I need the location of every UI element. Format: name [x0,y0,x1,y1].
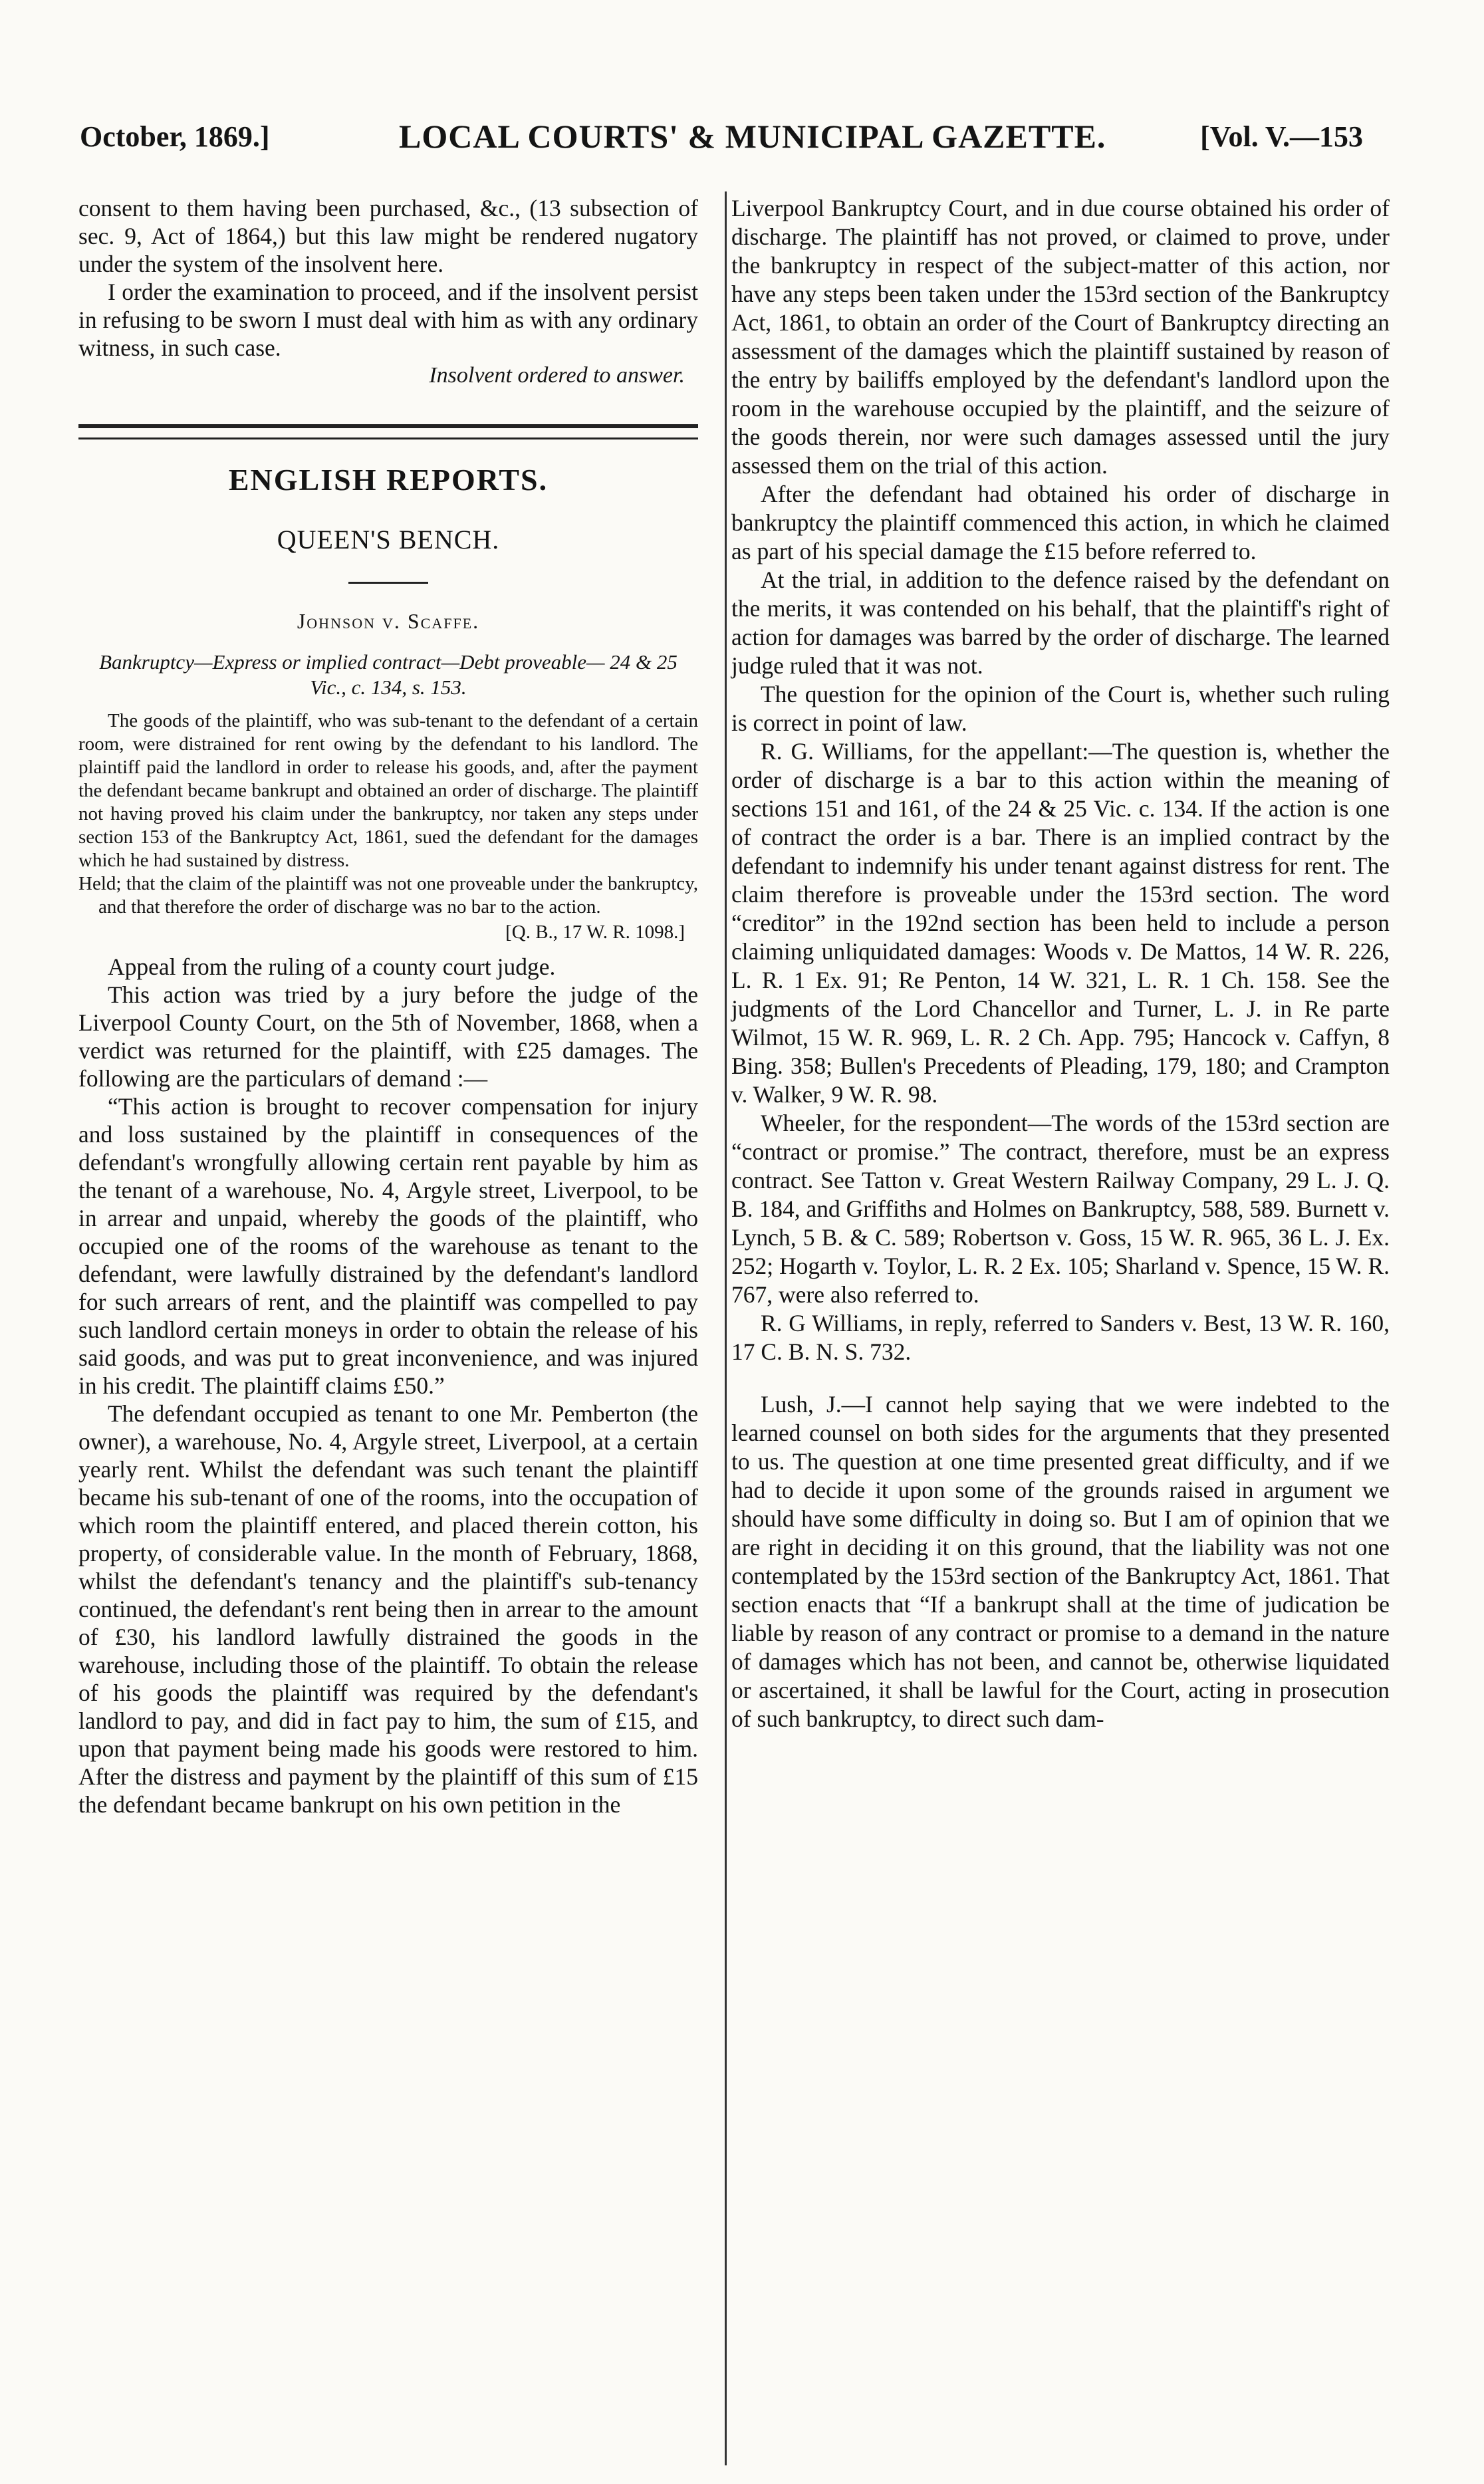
column-divider [725,191,727,2465]
question-paragraph: The question for the opinion of the Court is, whether such ruling is correct in point of law. [731,681,1390,736]
after-paragraph: After the defendant had obtained his order of discharge in bankruptcy the plaintiff commenced this action, in which he claimed as part of his special damage the £15 before referred to. [731,481,1390,564]
demand-quote: “This action is brought to recover compensation for injury and loss sustained by the plaintiff in consequences of the defendant's wrongfully allowing certain rent payable by him as the tenant of a warehouse, No. 4, Argyle street, Liverpool, to be in arrear and unpaid, whereby the goods of the plaintiff, who occupied one of the rooms of the warehouse as tenant to the defendant, were lawfully distrained by the defendant's landlord for such arrears of rent, and the plaintiff was compelled to pay such landlord certain moneys in order to obtain the release of his said goods, and was put to great inconvenience, and was injured in his credit. The plaintiff claims £50.” [78,1093,698,1399]
continued-paragraph: Liverpool Bankruptcy Court, and in due course obtained his order of discharge. The plaintiff has not proved, or claimed to prove, under the bankruptcy in respect of the subject-matter of this action, nor have any steps been taken under the 153rd section of the Bankruptcy Act, 1861, to obtain an order of the Court of Bankruptcy directing an assessment of the damages which the plaintiff sustained by reason of the entry by bailiffs employed by the defendant's landlord upon the room in the warehouse occupied by the plaintiff, and the seizure of the goods therein, nor were such damages assessed until the jury assessed them on the trial of this action. [731,195,1390,479]
header-title: LOCAL COURTS' & MUNICIPAL GAZETTE. [399,118,1106,155]
section-rule [78,424,698,439]
judgment-paragraph: Lush, J.—I cannot help saying that we were indebted to the learned counsel on both sides for the arguments that they presented to us. The question at one time presented great difficulty, and if we had to decide it upon some of the grounds raised in argument we should have some difficulty in doing so. But I am of opinion that we are right in deciding it on this ground, that the liability was not one contemplated by the 153rd section of the Bankruptcy Act, 1861. That section enacts that “If a bankrupt shall at the time of judication be liable by reason of any contract or promise to a demand in the nature of damages which has not been, and cannot be, otherwise liquidated or ascertained, it shall be lawful for the Court, acting in prosecution of such bankruptcy, to direct such dam- [731,1391,1390,1732]
defendant-paragraph: The defendant occupied as tenant to one Mr. Pemberton (the owner), a warehouse, No. 4, Argyle street, Liverpool, at a certain yearly rent. Whilst the defendant was such tenant the plaintiff became his sub-tenant of one of the rooms, into the occupation of which room the plaintiff entered, and placed therein cotton, his property, of considerable value. In the month of February, 1868, whilst the defendant's tenancy and the plaintiff's sub-tenancy continued, the defendant's rent being then in arrear to the amount of £30, his landlord lawfully distrained the goods in the warehouse, including those of the plaintiff. To obtain the release of his goods the plaintiff was required by the defendant's landlord to pay, and did in fact pay to him, the sum of £15, and upon that payment being made his goods were restored to him. After the distress and payment by the plaintiff of this sum of £15 the defendant became bankrupt on his own petition in the [78,1400,698,1818]
header-date: October, 1869.] [80,120,270,153]
running-header [80,113,1363,173]
appeal-paragraph: Appeal from the ruling of a county court judge. [108,953,556,980]
right-column [731,194,1390,1733]
action-paragraph: This action was tried by a jury before the judge of the Liverpool County Court, on the 5th of November, 1868, when a verdict was returned for the plaintiff, with £25 damages. The following are the particulars of demand :— [78,981,698,1092]
trial-paragraph: At the trial, in addition to the defence raised by the defendant on the merits, it was contended on his behalf, that the plaintiff's right of action for damages was barred by the order of discharge. The learned judge ruled that it was not. [731,566,1390,679]
section-title: ENGLISH REPORTS. [228,463,549,497]
case-citation: [Q. B., 17 W. R. 1098.] [505,922,685,943]
continuation-paragraph: consent to them having been purchased, &c., (13 subsection of sec. 9, Act of 1864,) but this law might be rendered nugatory under the system of the insolvent here. [78,195,698,277]
left-column [78,194,698,1818]
respondent-argument: Wheeler, for the respondent—The words of the 153rd section are “contract or promise.” The contract, therefore, must be an express contract. See Tatton v. Great Western Railway Company, 29 L. J. Q. B. 184, and Griffiths and Holmes on Bankruptcy, 588, 589. Burnett v. Lynch, 5 B. & C. 589; Robertson v. Goss, 15 W. R. 965, 36 L. J. Ex. 252; Hogarth v. Toylor, L. R. 2 Ex. 105; Sharland v. Spence, 15 W. R. 767, were also referred to. [731,1110,1390,1308]
case-name: Johnson v. Scaffe. [297,609,480,633]
case-holding: Held; that the claim of the plaintiff was not one proveable under the bankruptcy, and that therefore the order of discharge was no bar to the action. [78,873,698,918]
court-title: QUEEN'S BENCH. [277,525,500,555]
ruling-signoff: Insolvent ordered to answer. [429,363,685,388]
header-volume: [Vol. V.—153 [1200,120,1363,153]
case-headnote: Bankruptcy—Express or implied contract—Debt proveable— 24 & 25 Vic., c. 134, s. 153. [99,650,678,699]
order-paragraph: I order the examination to proceed, and if the insolvent persist in refusing to be sworn I must deal with him as with any ordinary witness, in such case. [78,279,698,361]
court-rule [348,582,428,584]
appellant-argument: R. G. Williams, for the appellant:—The question is, whether the order of discharge is a bar to this action within the meaning of sections 151 and 161, of the 24 & 25 Vic. c. 134. If the action is one of contract the order is a bar. There is an implied contract by the defendant to indemnify his under tenant against distress for rent. The claim therefore is proveable under the 153rd section. The word “creditor” in the 192nd section has been held to include a person claiming unliquidated damages: Woods v. De Mattos, 14 W. R. 226, L. R. 1 Ex. 91; Re Penton, 14 W. 321, L. R. 1 Ch. 158. See the judgments of the Lord Chancellor and Turner, L. J. in Re parte Wilmot, 15 W. R. 969, L. R. 2 Ch. App. 795; Hancock v. Caffyn, 8 Bing. 358; Bullen's Precedents of Pleading, 179, 180; and Crampton v. Walker, 9 W. R. 98. [731,738,1390,1108]
reply-paragraph: R. G Williams, in reply, referred to Sanders v. Best, 13 W. R. 160, 17 C. B. N. S. 732. [731,1310,1390,1365]
case-facts: The goods of the plaintiff, who was sub-tenant to the defendant of a certain room, were distrained for rent owing by the defendant to his landlord. The plaintiff paid the landlord in order to release his goods, and, after the payment the defendant became bankrupt and obtained an order of discharge. The plaintiff not having proved his claim under the bankruptcy, nor taken any steps under section 153 of the Bankruptcy Act, 1861, sued the defendant for the damages which he had sustained by distress. [78,710,698,871]
